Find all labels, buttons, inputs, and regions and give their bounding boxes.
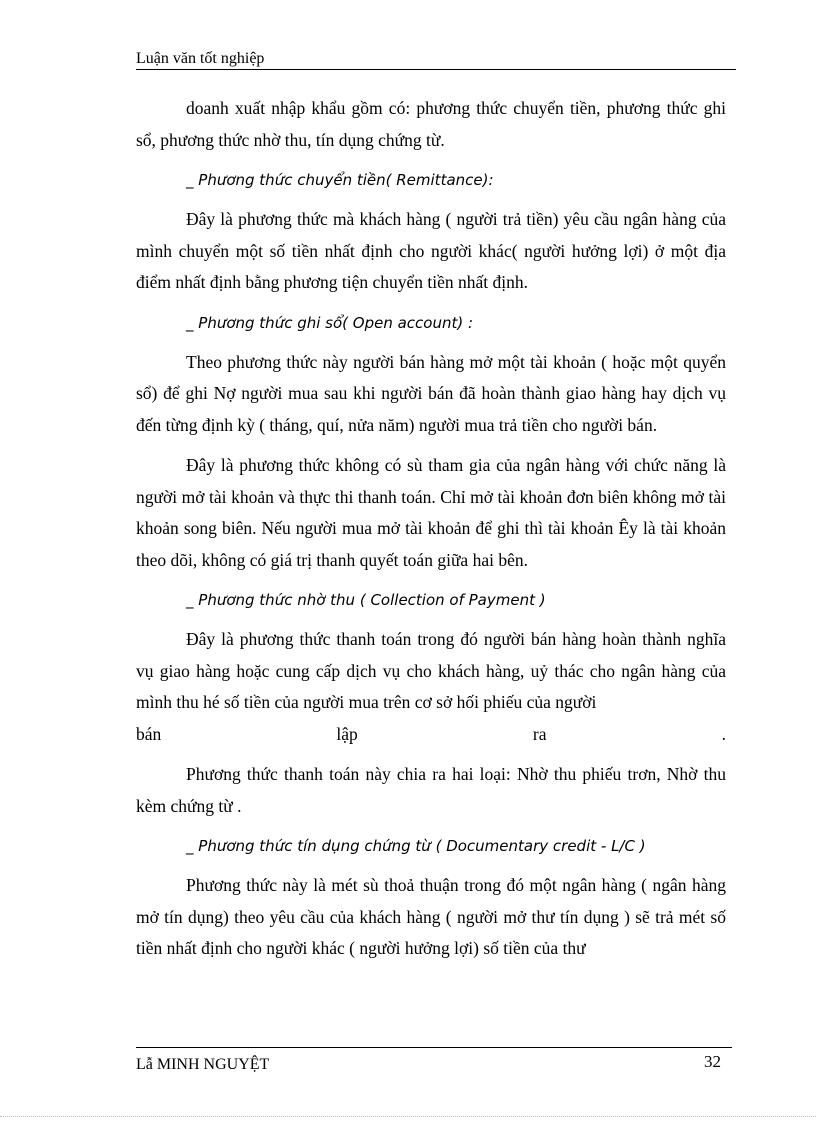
heading-remittance: _ Phương thức chuyển tiền( Remittance):: [186, 171, 494, 189]
heading-collection: _ Phương thức nhờ thu ( Collection of Payment ): [186, 591, 546, 609]
heading-open-account: _ Phương thức ghi sổ( Open account) :: [186, 313, 474, 332]
paragraph-remittance: Đây là phương thức mà khách hàng ( người trả tiền) yêu cầu ngân hàng của mình chuyển một số tiền nhất định cho người khác( người hưởng lợi) ở một địa điểm nhất định bằng phương tiện chuyển tiền nhất định.: [136, 209, 726, 292]
footer-divider: [136, 1047, 732, 1048]
heading-documentary-credit: _ Phương thức tín dụng chứng từ ( Documentary credit - L/C ): [186, 837, 646, 855]
footer-author: Lẫ MINH NGUYỆT: [136, 1056, 270, 1073]
paragraph-intro: doanh xuất nhập khẩu gồm có: phương thức chuyển tiền, phương thức ghi sổ, phương thức nhờ thu, tín dụng chứng từ.: [136, 98, 726, 150]
paragraph-collection-types: Phương thức thanh toán này chia ra hai loại: Nhờ thu phiếu trơn, Nhờ thu kèm chứng từ .: [136, 764, 726, 816]
paragraph-open-account: Theo phương thức này người bán hàng mở một tài khoản ( hoặc một quyển sổ) để ghi Nợ người mua sau khi người bán đã hoàn thành giao hàng hay dịch vụ đến từng định kỳ ( tháng, quí, nửa năm) người mua trả tiền cho người bán.: [136, 351, 726, 435]
page-number: 32: [704, 1052, 721, 1071]
paragraph-open-account-detail: Đây là phương thức không có sù tham gia của ngân hàng với chức năng là người mở tài khoản và thực thi thanh toán. Chỉ mở tài khoản đơn biên không mở tài khoản song biên. Nếu người mua mở tài khoản để ghi thì tài khoản Êy là tài khoản theo dõi, không có giá trị thanh quyết toán giữa hai bên.: [136, 455, 726, 570]
page-header: Luận văn tốt nghiệp: [136, 50, 736, 70]
page-bottom-border: [0, 1116, 816, 1117]
paragraph-documentary-credit: Phương thức này là mét sù thoả thuận trong đó một ngân hàng ( ngân hàng mở tín dụng) theo yêu cầu của khách hàng ( người mở thư tín dụng ) sẽ trả mét số tiền nhất định cho người khác ( người hưởng lợi) số tiền của thư: [136, 875, 726, 958]
paragraph-collection-last-line: bán lập ra .: [136, 723, 726, 744]
paragraph-collection: Đây là phương thức thanh toán trong đó người bán hàng hoàn thành nghĩa vụ giao hàng hoặc cung cấp dịch vụ cho khách hàng, uỷ thác cho ngân hàng của mình thu hé số tiền của người mua trên cơ sở hối phiếu của người: [136, 629, 726, 712]
document-body: [136, 93, 726, 974]
